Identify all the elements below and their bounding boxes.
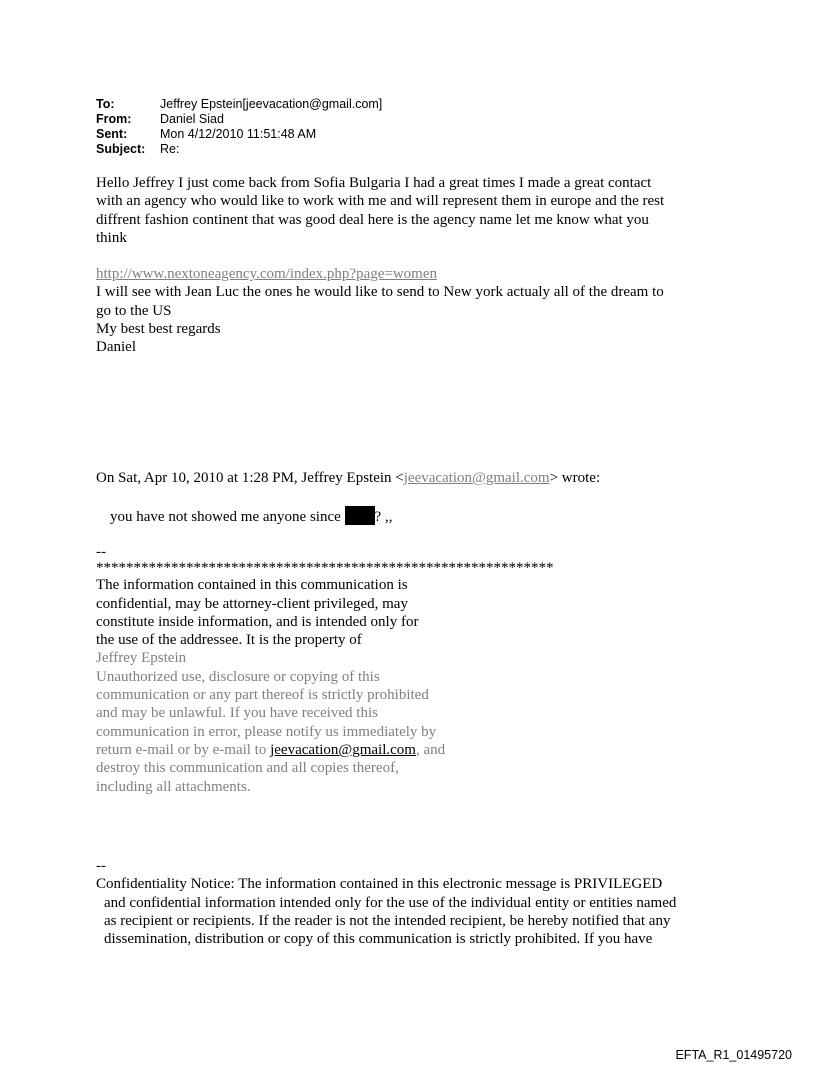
signature-line: confidential, may be attorney-client privileged, may bbox=[96, 595, 408, 612]
signature-line: the use of the addressee. It is the property of bbox=[96, 632, 362, 649]
confidentiality-notice bbox=[96, 857, 676, 948]
from-row bbox=[96, 112, 382, 127]
signature-gray-line: communication or any part thereof is strictly prohibited bbox=[96, 687, 429, 704]
signature-stars: ************************************************************* bbox=[96, 560, 554, 577]
quote-email-link[interactable]: jeevacation@gmail.com bbox=[403, 470, 550, 486]
subject-label: Subject: bbox=[96, 142, 146, 156]
quoted-text: you have not showed me anyone since bbox=[110, 509, 345, 525]
body-line: diffrent fashion continent that was good deal here is the agency name let me know what you bbox=[96, 211, 649, 228]
return-text: return e-mail or by e-mail to bbox=[96, 741, 271, 758]
to-value: Jeffrey Epstein[jeevacation@gmail.com] bbox=[160, 97, 383, 111]
quoted-line bbox=[110, 506, 392, 526]
body-line: Hello Jeffrey I just come back from Sofia Bulgaria I had a great times I made a great contact bbox=[96, 175, 652, 191]
body-line: Daniel bbox=[96, 339, 136, 356]
signature-block bbox=[96, 543, 554, 796]
from-value: Daniel Siad bbox=[160, 112, 224, 126]
to-row bbox=[96, 97, 382, 112]
redaction-box bbox=[345, 506, 375, 525]
subject-value: Re: bbox=[160, 142, 180, 156]
body-line: go to the US bbox=[96, 302, 172, 319]
email-header bbox=[96, 97, 382, 157]
notice-line: dissemination, distribution or copy of this communication is strictly prohibited. If you have bbox=[104, 931, 653, 948]
body-paragraph-1 bbox=[96, 174, 664, 247]
body-line: think bbox=[96, 229, 127, 246]
signature-gray-line: and may be unlawful. If you have received this bbox=[96, 705, 378, 722]
signature-email-link[interactable]: jeevacation@gmail.com bbox=[270, 741, 416, 758]
notice-dashes: -- bbox=[96, 858, 106, 874]
signature-dashes: -- bbox=[96, 544, 106, 560]
return-text-end: , and bbox=[415, 741, 446, 758]
signature-gray-line: Jeffrey Epstein bbox=[96, 650, 187, 667]
notice-first-line: Confidentiality Notice: The information contained in this electronic message is PRIVILEGED bbox=[96, 876, 663, 893]
subject-row bbox=[96, 142, 382, 157]
quote-intro bbox=[96, 469, 600, 487]
agency-link[interactable]: http://www.nextoneagency.com/index.php?page=women bbox=[96, 266, 438, 282]
signature-gray-line: Unauthorized use, disclosure or copying of this bbox=[96, 668, 380, 685]
quoted-text-end: ? ,, bbox=[374, 509, 393, 525]
quote-intro-end: > wrote: bbox=[549, 470, 601, 486]
notice-line: as recipient or recipients. If the reader is not the intended recipient, be hereby notified that any bbox=[104, 912, 671, 929]
to-label: To: bbox=[96, 97, 115, 111]
body-line: I will see with Jean Luc the ones he would like to send to New york actualy all of the dream to bbox=[96, 284, 664, 301]
body-line: My best best regards bbox=[96, 320, 221, 337]
notice-line: and confidential information intended only for the use of the individual entity or entities named bbox=[104, 894, 677, 911]
signature-gray-line: including all attachments. bbox=[96, 778, 251, 795]
from-label: From: bbox=[96, 112, 132, 126]
signature-line: The information contained in this communication is bbox=[96, 577, 408, 594]
quote-intro-text: On Sat, Apr 10, 2010 at 1:28 PM, Jeffrey Epstein < bbox=[96, 470, 404, 486]
sent-value: Mon 4/12/2010 11:51:48 AM bbox=[160, 127, 317, 141]
sent-label: Sent: bbox=[96, 127, 128, 141]
sent-row bbox=[96, 127, 382, 142]
signature-line: constitute inside information, and is intended only for bbox=[96, 613, 419, 630]
document-id: EFTA_R1_01495720 bbox=[675, 1048, 792, 1062]
signature-gray-line: communication in error, please notify us immediately by bbox=[96, 723, 437, 740]
signature-return-line bbox=[96, 741, 554, 759]
body-line: with an agency who would like to work with me and will represent them in europe and the rest bbox=[96, 193, 665, 210]
body-paragraph-2 bbox=[96, 265, 664, 356]
signature-gray-line: destroy this communication and all copies thereof, bbox=[96, 760, 399, 777]
